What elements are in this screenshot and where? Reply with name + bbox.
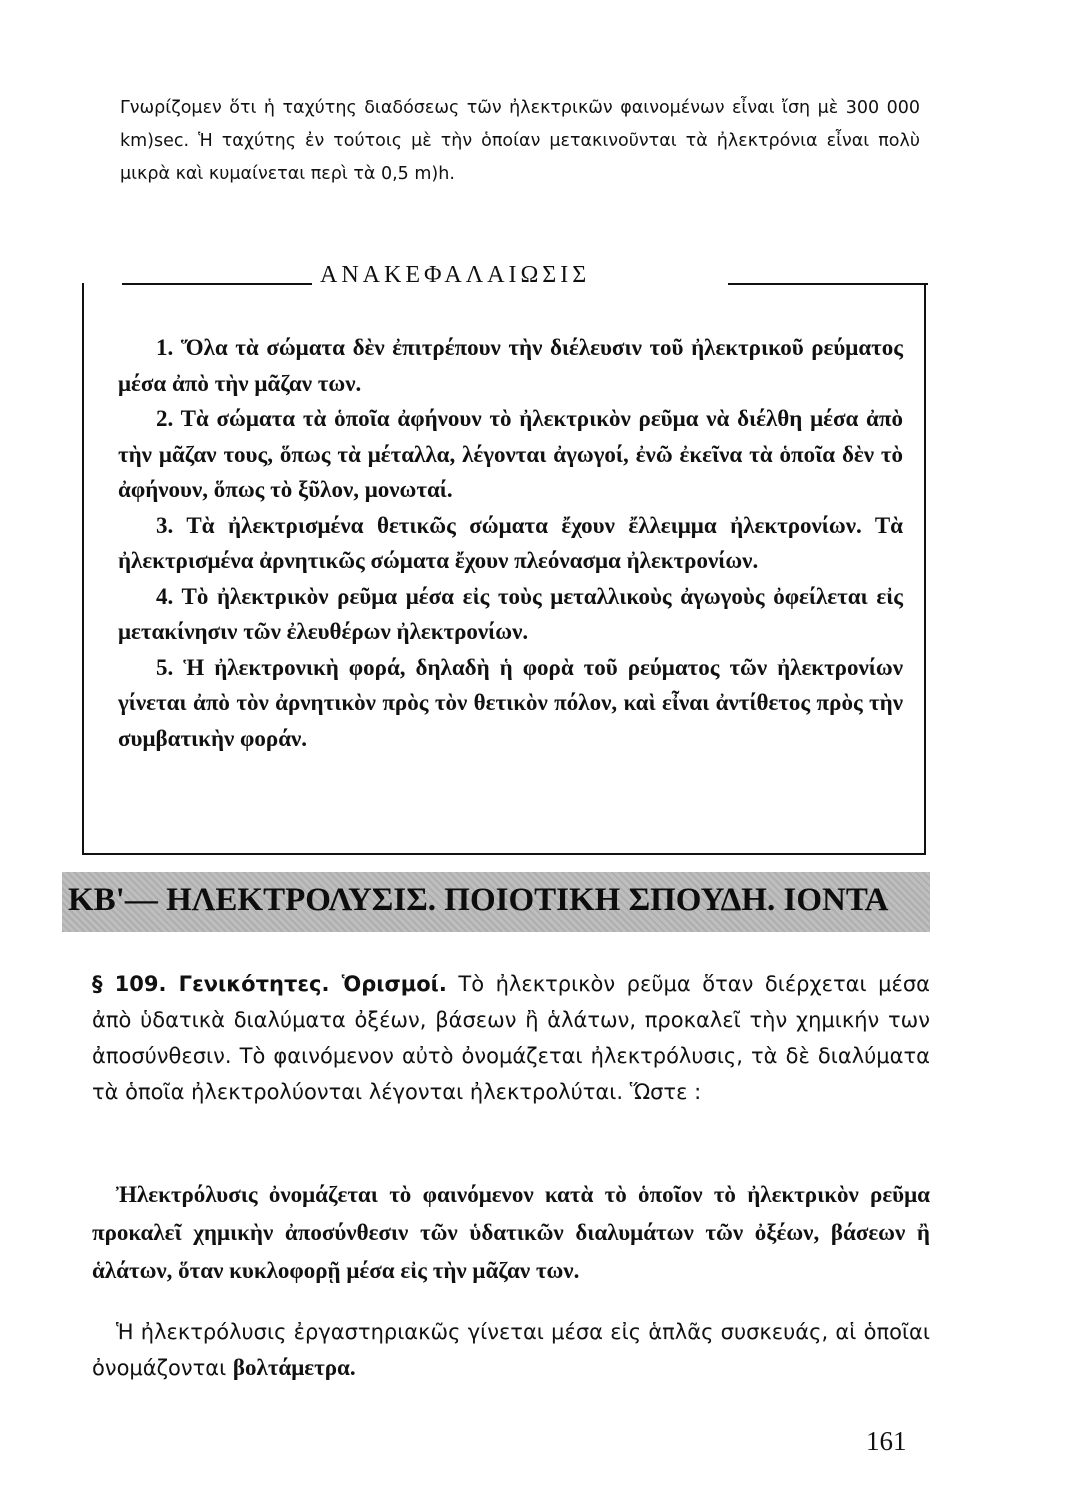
summary-item-4: 4. Τὸ ἠλεκτρικὸν ρεῦμα μέσα εἰς τοὺς μεταλλικοὺς ἀγωγοὺς ὀφείλεται εἰς μετακίνησιν τῶν ἐλευθέρων ἠλεκτρονίων. (118, 583, 903, 644)
section-109-paragraph (92, 966, 930, 1110)
summary-title: ΑΝΑΚΕΦΑΛΑΙΩΣΙΣ (312, 262, 728, 289)
summary-item-5: 5. Ἡ ἠλεκτρονικὴ φορά, δηλαδὴ ἡ φορὰ τοῦ ρεύματος τῶν ἠλεκτρονίων γίνεται ἀπὸ τὸν ἀρνητικὸν πρὸς τὸν θετικὸν πόλον, καὶ εἶναι ἀντίθετος πρὸς τὴν συμβατικὴν φοράν. (118, 654, 903, 751)
page-number: 161 (866, 1426, 907, 1456)
summary-item-3: 3. Τὰ ἠλεκτρισμένα θετικῶς σώματα ἔχουν ἔλλειμμα ἠλεκτρονίων. Τὰ ἠλεκτρισμένα ἀρνητικῶς σώματα ἔχουν πλεόνασμα ἠλεκτρονίων. (118, 512, 903, 573)
section-heading: § 109. Γενικότητες. Ὁρισμοί. (92, 972, 447, 996)
definition-paragraph: Ἠλεκτρόλυσις ὀνομάζεται τὸ φαινόμενον κατὰ τὸ ὁποῖον τὸ ἠλεκτρικὸν ρεῦμα προκαλεῖ χημικὴν ἀποσύνθεσιν τῶν ὑδατικῶν διαλυμάτων τῶν ὀξέων, βάσεων ἢ ἁλάτων, ὅταν κυκλοφορῇ μέσα εἰς τὴν μᾶζαν των. (92, 1182, 930, 1283)
summary-item-2: 2. Τὰ σώματα τὰ ὁποῖα ἀφήνουν τὸ ἠλεκτρικὸν ρεῦμα νὰ διέλθη μέσα ἀπὸ τὴν μᾶζαν τους, ὅπως τὰ μέταλλα, λέγονται ἀγωγοί, ἐνῶ ἐκεῖνα τὰ ὁποῖα δὲν τὸ ἀφήνουν, ὅπως τὸ ξῦλον, μονωταί. (118, 406, 903, 502)
intro-paragraph: Γνωρίζομεν ὅτι ἡ ταχύτης διαδόσεως τῶν ἠλεκτρικῶν φαινομένων εἶναι ἴση μὲ 300 000 km)sec. Ἡ ταχύτης ἐν τούτοις μὲ τὴν ὁποίαν μετακινοῦνται τὰ ἠλεκτρόνια εἶναι πολὺ μικρὰ καὶ κυμαίνεται περὶ τὰ 0,5 m)h. (120, 98, 920, 184)
chapter-banner: ΚΒ'— ΗΛΕΚΤΡΟΛΥΣΙΣ. ΠΟΙΟΤΙΚΗ ΣΠΟΥΔΗ. ΙΟΝΤΑ (62, 872, 930, 932)
closing-text: Ἡ ἠλεκτρόλυσις ἐργαστηριακῶς γίνεται μέσα εἰς ἁπλᾶς συσκευάς, αἱ ὁποῖαι ὀνομάζονται (92, 1320, 930, 1380)
closing-bold-term: βολτάμετρα. (232, 1355, 356, 1380)
closing-paragraph (92, 1314, 930, 1386)
summary-list (118, 330, 903, 756)
summary-item-1: 1. Ὅλα τὰ σώματα δὲν ἐπιτρέπουν τὴν διέλευσιν τοῦ ἠλεκτρικοῦ ρεύματος μέσα ἀπὸ τὴν μᾶζαν των. (118, 335, 903, 396)
section-text: Τὸ ἠλεκτρικὸν ρεῦμα ὅταν διέρχεται μέσα ἀπὸ ὑδατικὰ διαλύματα ὀξέων, βάσεων ἢ ἁλάτων, προκαλεῖ τὴν χημικήν των ἀποσύνθεσιν. Τὸ φαινόμενον αὐτὸ ὀνομάζεται ἠλεκτρόλυσις, τὰ δὲ διαλύματα τὰ ὁποῖα ἠλεκτρολύονται λέγονται ἠλεκτρολύται. Ὥστε : (92, 972, 930, 1104)
